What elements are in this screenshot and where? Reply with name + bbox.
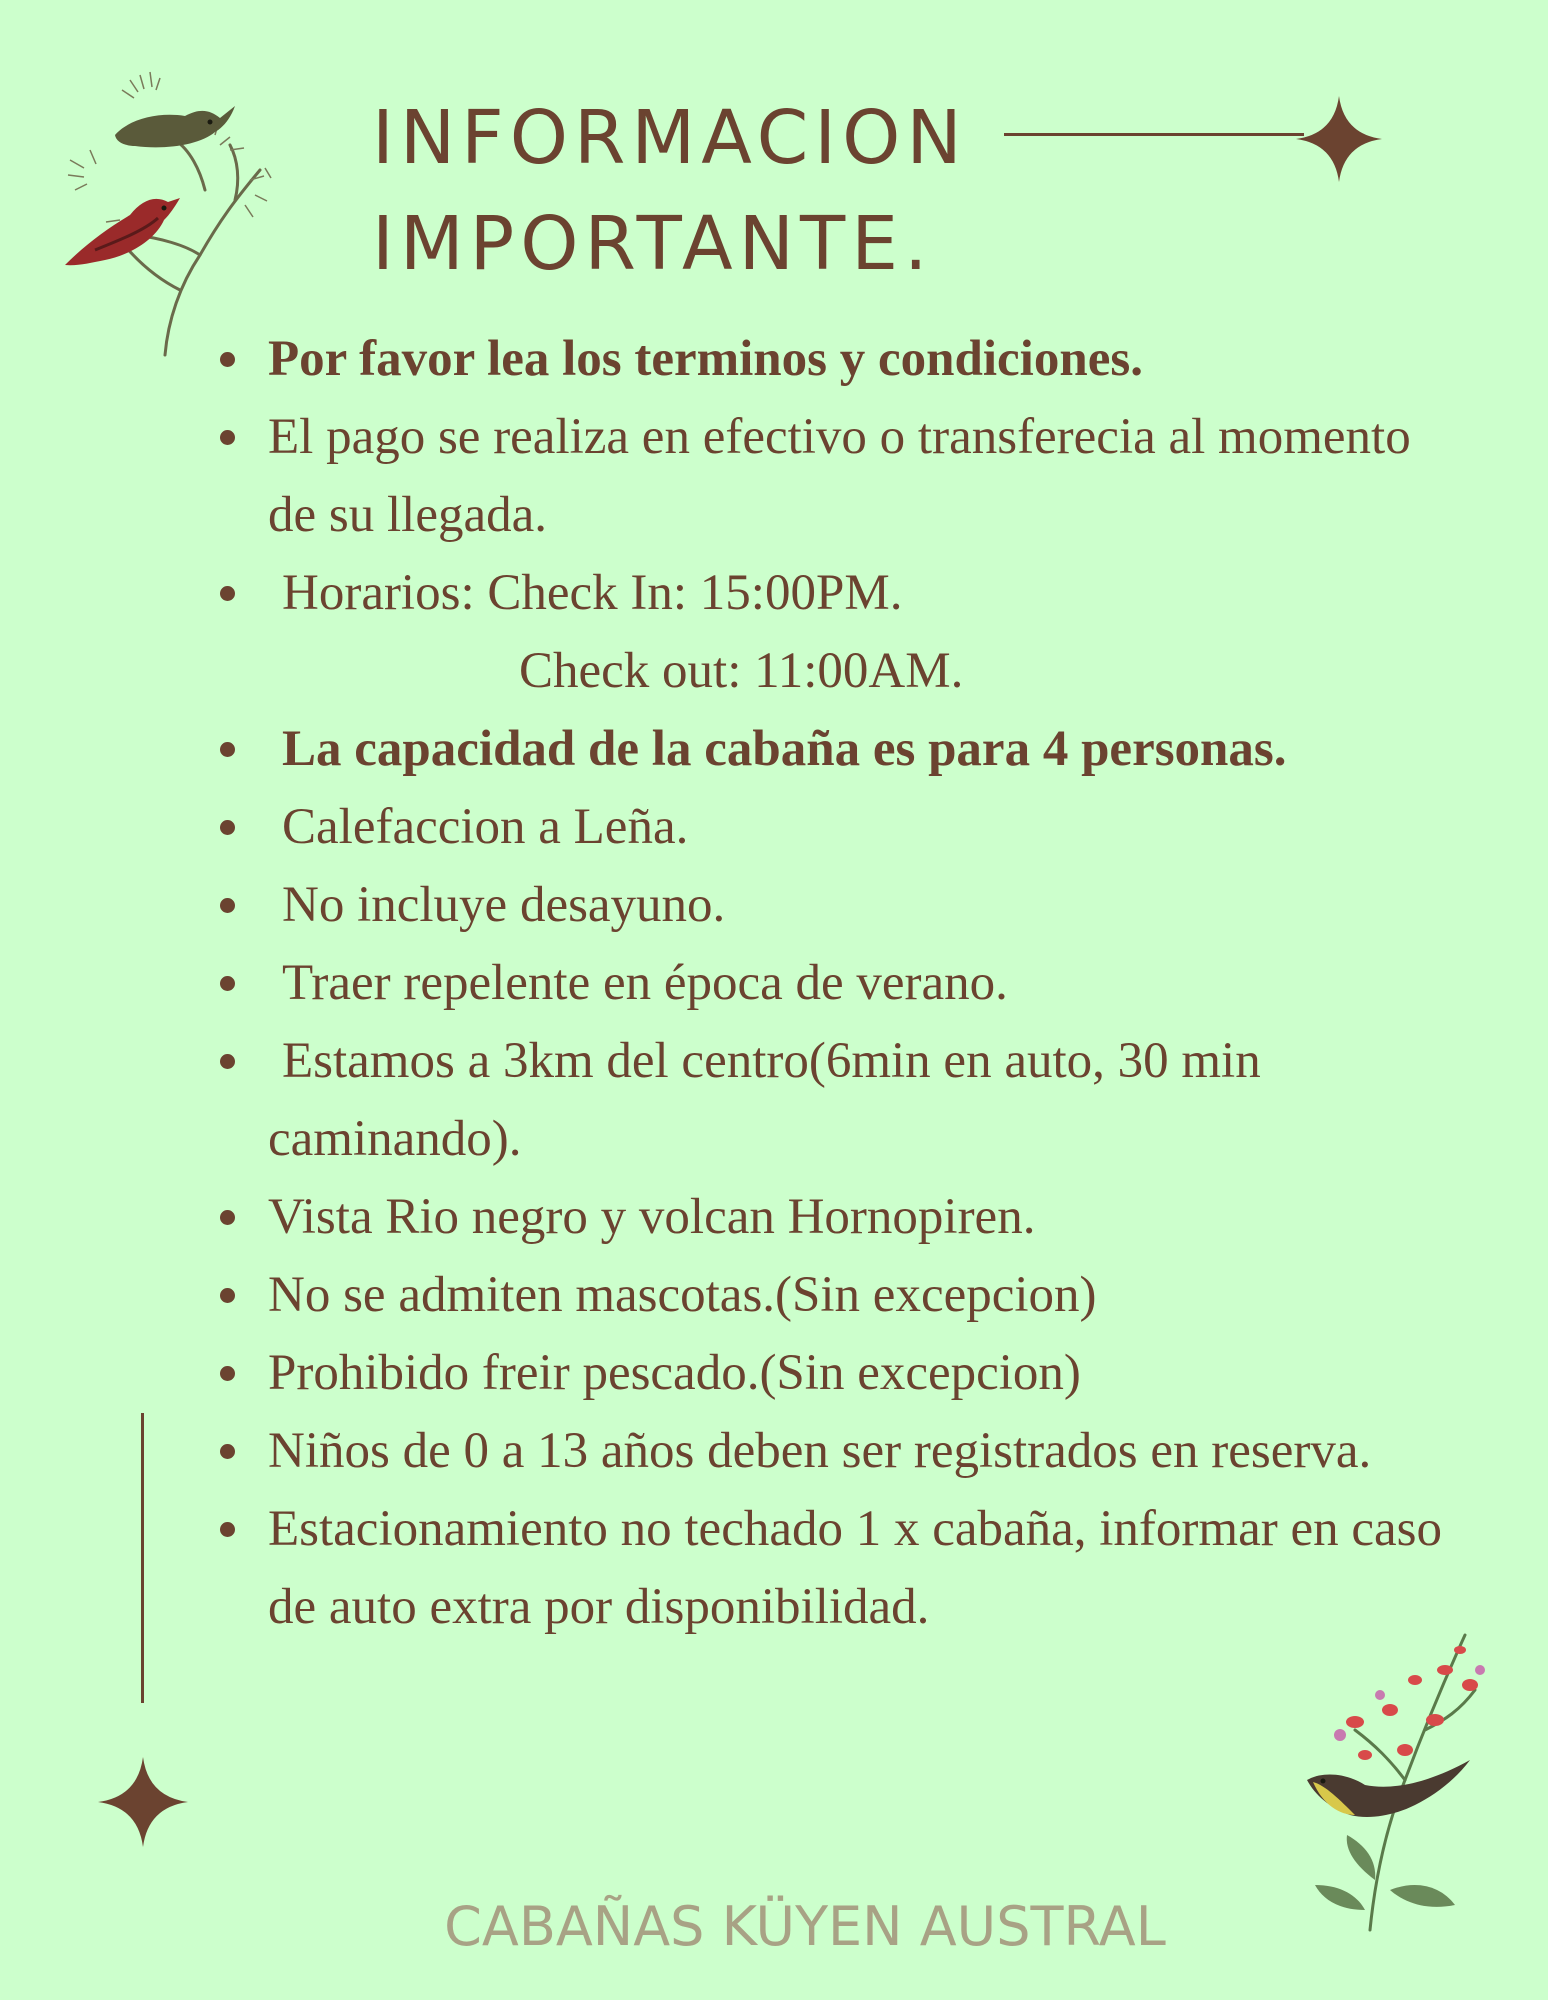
page-title: [372, 85, 968, 297]
list-item-text: Traer repelente en época de verano.: [282, 955, 1008, 1011]
list-item: [220, 788, 1450, 866]
footer-brand: CABAÑAS KÜYEN AUSTRAL: [444, 1895, 1166, 1958]
vertical-divider-line: [141, 1413, 144, 1703]
list-item-text: El pago se realiza en efectivo o transferecia al momento de su llegada.: [268, 409, 1411, 543]
list-item: [220, 320, 1450, 398]
list-item: [220, 710, 1450, 788]
sparkle-icon: [98, 1757, 188, 1847]
list-item-text: Vista Rio negro y volcan Hornopiren.: [268, 1189, 1036, 1245]
list-item: [220, 866, 1450, 944]
list-item: [220, 1256, 1450, 1334]
list-item-text: Estacionamiento no techado 1 x cabaña, informar en caso de auto extra por disponibilidad.: [268, 1501, 1442, 1635]
title-line-2: IMPORTANTE.: [372, 201, 934, 287]
checkout-text: Check out: 11:00AM.: [519, 643, 964, 699]
list-item-text: Por favor lea los terminos y condiciones.: [268, 331, 1143, 387]
list-item-text: Prohibido freir pescado.(Sin excepcion): [268, 1345, 1081, 1401]
list-item: [220, 944, 1450, 1022]
list-item-text: Niños de 0 a 13 años deben ser registrados en reserva.: [268, 1423, 1372, 1479]
bird-with-flowers-illustration: [1295, 1610, 1500, 1940]
list-item-text: No se admiten mascotas.(Sin excepcion): [268, 1267, 1097, 1323]
list-item: [220, 398, 1450, 554]
list-item-schedule: [220, 554, 1450, 710]
list-item: [220, 1022, 1450, 1178]
list-item-text: No incluye desayuno.: [282, 877, 726, 933]
title-line-1: INFORMACION: [372, 95, 968, 181]
list-item-text: Estamos a 3km del centro(6min en auto, 30 min caminando).: [268, 1033, 1261, 1167]
list-item: [220, 1412, 1450, 1490]
list-item-text: La capacidad de la cabaña es para 4 personas.: [282, 721, 1287, 777]
checkin-text: Horarios: Check In: 15:00PM.: [282, 565, 903, 621]
sparkle-icon: [1296, 96, 1382, 182]
list-item: [220, 1490, 1450, 1646]
info-list: [220, 320, 1450, 1646]
list-item: [220, 1334, 1450, 1412]
list-item-text: Calefaccion a Leña.: [282, 799, 689, 855]
list-item: [220, 1178, 1450, 1256]
line-divider: [1004, 133, 1304, 136]
